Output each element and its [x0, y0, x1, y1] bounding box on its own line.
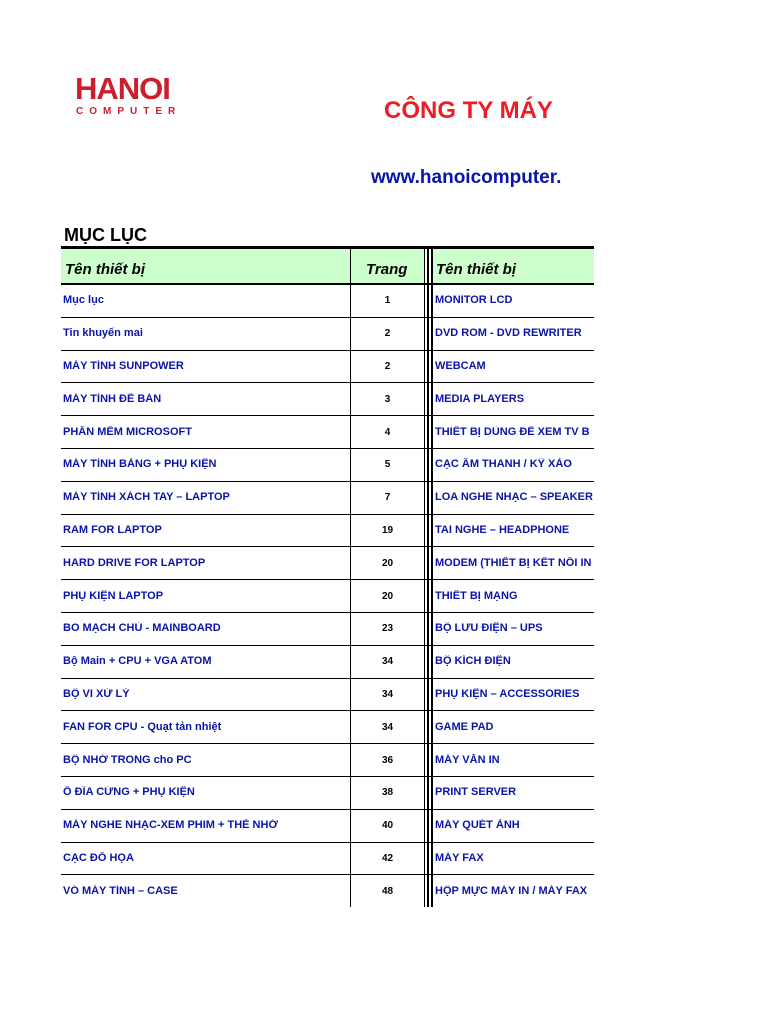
toc-item-name: MÁY TÍNH SUNPOWER — [63, 360, 184, 372]
row-separator — [61, 776, 594, 777]
toc-item-name2: GAME PAD — [435, 721, 494, 733]
header-bottom-border — [61, 283, 594, 285]
toc-item-name: PHẦN MỀM MICROSOFT — [63, 426, 192, 438]
toc-item-name2: TAI NGHE – HEADPHONE — [435, 524, 570, 536]
toc-item-page: 2 — [384, 328, 391, 339]
toc-item-page: 38 — [381, 787, 394, 798]
row-separator — [61, 448, 594, 449]
column-divider — [424, 246, 425, 907]
toc-item-page: 3 — [384, 394, 391, 405]
logo-wordmark: HANOI — [75, 71, 170, 106]
toc-item-name: RAM FOR LAPTOP — [63, 524, 162, 536]
toc-item-name2: BỘ KÍCH ĐIỆN — [435, 655, 511, 667]
double-divider — [431, 246, 433, 907]
toc-item-name2: MÁY FAX — [435, 852, 484, 864]
row-separator — [61, 743, 594, 744]
toc-item-name2: PHỤ KIỆN – ACCESSORIES — [435, 688, 580, 700]
toc-item-name2: MÁY QUÉT ẢNH — [435, 819, 520, 831]
table-top-border — [61, 246, 594, 249]
toc-table — [61, 246, 594, 907]
toc-item-name2: DVD ROM - DVD REWRITER — [435, 327, 582, 339]
toc-item-name: MÁY TÍNH ĐỂ BÀN — [63, 393, 162, 405]
toc-item-name: MÁY TÍNH XÁCH TAY – LAPTOP — [63, 491, 230, 503]
company-logo — [75, 71, 197, 120]
toc-item-page: 5 — [384, 459, 391, 470]
toc-item-name2: THIẾT BỊ DÙNG ĐỂ XEM TV B — [435, 426, 590, 438]
toc-item-page: 4 — [384, 427, 391, 438]
row-separator — [61, 317, 594, 318]
toc-item-page: 23 — [381, 623, 394, 634]
toc-item-name2: MONITOR LCD — [435, 294, 513, 306]
row-separator — [61, 645, 594, 646]
toc-item-name: HARD DRIVE FOR LAPTOP — [63, 557, 206, 569]
toc-item-name2: MODEM (THIẾT BỊ KẾT NỐI IN — [435, 557, 592, 569]
toc-item-page: 40 — [381, 820, 394, 831]
toc-item-name: VỎ MÁY TÍNH – CASE — [63, 885, 178, 897]
column-divider — [350, 246, 351, 907]
row-separator — [61, 415, 594, 416]
website-url[interactable]: www.hanoicomputer. — [371, 167, 562, 188]
row-separator — [61, 546, 594, 547]
toc-item-page: 34 — [381, 722, 394, 733]
col-page-header: Trang — [366, 261, 408, 278]
toc-item-page: 1 — [384, 295, 391, 306]
toc-item-page: 19 — [381, 525, 394, 536]
row-separator — [61, 350, 594, 351]
toc-item-name2: BỘ LƯU ĐIỆN – UPS — [435, 622, 543, 634]
company-name: CÔNG TY MÁY — [384, 97, 553, 124]
toc-item-name: MÁY TÍNH BẢNG + PHỤ KIỆN — [63, 458, 217, 470]
row-separator — [61, 874, 594, 875]
toc-item-page: 48 — [381, 886, 394, 897]
toc-item-name2: WEBCAM — [435, 360, 486, 372]
double-divider — [427, 246, 429, 907]
row-separator — [61, 579, 594, 580]
toc-item-name: FAN FOR CPU - Quạt tản nhiệt — [63, 721, 222, 733]
row-separator — [61, 514, 594, 515]
toc-item-name: Bộ Main + CPU + VGA ATOM — [63, 655, 212, 667]
toc-item-name: MÁY NGHE NHẠC-XEM PHIM + THẺ NHỚ — [63, 819, 278, 831]
toc-item-name2: HỘP MỰC MÁY IN / MÁY FAX — [435, 885, 588, 897]
logo-subtitle: COMPUTER — [76, 106, 182, 117]
toc-item-page: 2 — [384, 361, 391, 372]
toc-item-name: BO MẠCH CHỦ - MAINBOARD — [63, 622, 221, 634]
toc-item-name: CẠC ĐỒ HỌA — [63, 852, 134, 864]
row-separator — [61, 481, 594, 482]
toc-item-page: 20 — [381, 558, 394, 569]
toc-item-name: PHỤ KIỆN LAPTOP — [63, 590, 164, 602]
row-separator — [61, 612, 594, 613]
toc-item-name2: MÁY VĂN IN — [435, 754, 500, 766]
toc-item-name2: MEDIA PLAYERS — [435, 393, 525, 405]
row-separator — [61, 710, 594, 711]
toc-item-name: Mục lục — [63, 294, 104, 306]
toc-item-name2: CẠC ÂM THANH / KỸ XẢO — [435, 458, 572, 470]
row-separator — [61, 842, 594, 843]
toc-item-page: 36 — [381, 755, 394, 766]
col-name2-header: Tên thiết bị — [436, 261, 516, 278]
toc-item-name: BỘ VI XỬ LÝ — [63, 688, 130, 700]
toc-item-page: 34 — [381, 689, 394, 700]
row-separator — [61, 382, 594, 383]
toc-item-name: BỘ NHỚ TRONG cho PC — [63, 754, 192, 766]
col-name-header: Tên thiết bị — [65, 261, 145, 278]
toc-item-name2: PRINT SERVER — [435, 786, 517, 798]
toc-title: MỤC LỤC — [64, 225, 147, 245]
row-separator — [61, 809, 594, 810]
toc-item-name: Ổ ĐĨA CỨNG + PHỤ KIỆN — [63, 786, 195, 798]
toc-item-page: 20 — [381, 591, 394, 602]
toc-item-page: 34 — [381, 656, 394, 667]
toc-item-page: 42 — [381, 853, 394, 864]
row-separator — [61, 678, 594, 679]
toc-item-name2: LOA NGHE NHẠC – SPEAKER — [435, 491, 593, 503]
toc-item-name2: THIẾT BỊ MẠNG — [435, 590, 518, 602]
toc-item-name: Tin khuyến mai — [63, 327, 143, 339]
toc-item-page: 7 — [384, 492, 391, 503]
